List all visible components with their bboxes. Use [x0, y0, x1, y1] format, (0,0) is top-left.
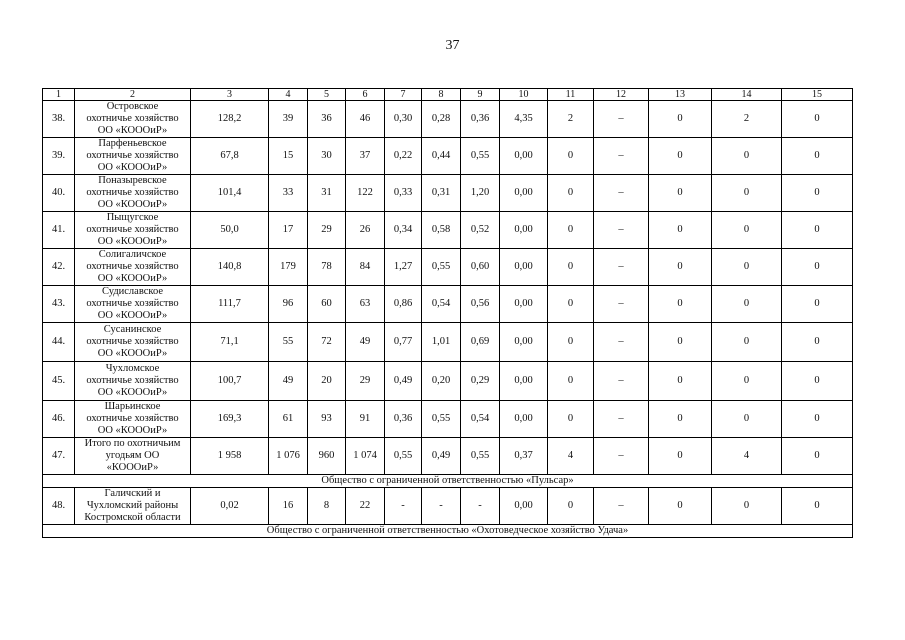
table-body [43, 89, 853, 538]
cell-col-5: 29 [308, 212, 346, 249]
cell-col-4: 16 [269, 488, 308, 525]
cell-col-5: 8 [308, 488, 346, 525]
column-header-2: 2 [75, 89, 191, 101]
row-number: 47. [43, 438, 75, 475]
cell-col-10: 0,00 [500, 362, 548, 401]
cell-col-4: 179 [269, 249, 308, 286]
cell-col-6: 29 [346, 362, 385, 401]
table-row [43, 249, 853, 286]
row-name: Пыщугское охотничье хозяйство ОО «КОООиР» [75, 212, 191, 249]
cell-col-8: 0,31 [422, 175, 461, 212]
cell-col-14: 0 [712, 249, 782, 286]
cell-col-3: 1 958 [191, 438, 269, 475]
cell-col-13: 0 [649, 323, 712, 362]
cell-col-15: 0 [782, 323, 853, 362]
cell-col-5: 960 [308, 438, 346, 475]
cell-col-4: 49 [269, 362, 308, 401]
cell-col-14: 0 [712, 286, 782, 323]
cell-col-5: 30 [308, 138, 346, 175]
cell-col-12: – [594, 138, 649, 175]
cell-col-11: 0 [548, 323, 594, 362]
row-number: 38. [43, 101, 75, 138]
cell-col-15: 0 [782, 401, 853, 438]
cell-col-6: 84 [346, 249, 385, 286]
cell-col-11: 2 [548, 101, 594, 138]
cell-col-8: 0,55 [422, 249, 461, 286]
cell-col-10: 0,00 [500, 212, 548, 249]
cell-col-11: 0 [548, 286, 594, 323]
cell-col-10: 0,37 [500, 438, 548, 475]
row-number: 48. [43, 488, 75, 525]
table-row [43, 438, 853, 475]
cell-col-3: 67,8 [191, 138, 269, 175]
row-name: Шарьинское охотничье хозяйство ОО «КОООиР» [75, 401, 191, 438]
cell-col-10: 0,00 [500, 249, 548, 286]
cell-col-13: 0 [649, 362, 712, 401]
section-row [43, 525, 853, 538]
cell-col-13: 0 [649, 438, 712, 475]
column-header-14: 14 [712, 89, 782, 101]
column-header-1: 1 [43, 89, 75, 101]
cell-col-3: 0,02 [191, 488, 269, 525]
cell-col-9: 1,20 [461, 175, 500, 212]
cell-col-11: 0 [548, 488, 594, 525]
cell-col-12: – [594, 362, 649, 401]
column-header-15: 15 [782, 89, 853, 101]
cell-col-14: 0 [712, 175, 782, 212]
cell-col-14: 0 [712, 401, 782, 438]
cell-col-8: 0,58 [422, 212, 461, 249]
cell-col-5: 72 [308, 323, 346, 362]
cell-col-4: 96 [269, 286, 308, 323]
cell-col-11: 0 [548, 249, 594, 286]
column-header-4: 4 [269, 89, 308, 101]
row-number: 41. [43, 212, 75, 249]
row-name: Итого по охотничьим угодьям ОО «КОООиР» [75, 438, 191, 475]
cell-col-10: 0,00 [500, 138, 548, 175]
cell-col-14: 0 [712, 138, 782, 175]
section-row [43, 475, 853, 488]
cell-col-10: 0,00 [500, 401, 548, 438]
cell-col-11: 0 [548, 175, 594, 212]
cell-col-12: – [594, 323, 649, 362]
cell-col-7: 0,49 [385, 362, 422, 401]
cell-col-8: 0,54 [422, 286, 461, 323]
cell-col-11: 0 [548, 138, 594, 175]
cell-col-4: 33 [269, 175, 308, 212]
cell-col-10: 4,35 [500, 101, 548, 138]
cell-col-15: 0 [782, 286, 853, 323]
cell-col-11: 4 [548, 438, 594, 475]
cell-col-12: – [594, 249, 649, 286]
cell-col-9: 0,55 [461, 138, 500, 175]
cell-col-4: 55 [269, 323, 308, 362]
cell-col-11: 0 [548, 212, 594, 249]
cell-col-8: 0,20 [422, 362, 461, 401]
row-number: 39. [43, 138, 75, 175]
hunting-data-table [42, 88, 853, 538]
table-row [43, 212, 853, 249]
column-header-6: 6 [346, 89, 385, 101]
page-number: 37 [445, 38, 460, 53]
table-row [43, 101, 853, 138]
cell-col-8: 0,44 [422, 138, 461, 175]
cell-col-12: – [594, 438, 649, 475]
cell-col-13: 0 [649, 249, 712, 286]
cell-col-12: – [594, 286, 649, 323]
cell-col-5: 36 [308, 101, 346, 138]
row-name: Парфеньевское охотничье хозяйство ОО «КОООиР» [75, 138, 191, 175]
header-row [43, 89, 853, 101]
cell-col-7: 0,36 [385, 401, 422, 438]
row-name: Поназыревское охотничье хозяйство ОО «КОООиР» [75, 175, 191, 212]
cell-col-13: 0 [649, 101, 712, 138]
cell-col-3: 140,8 [191, 249, 269, 286]
row-name: Судиславское охотничье хозяйство ОО «КОООиР» [75, 286, 191, 323]
cell-col-9: 0,60 [461, 249, 500, 286]
cell-col-14: 0 [712, 488, 782, 525]
cell-col-14: 2 [712, 101, 782, 138]
cell-col-12: – [594, 175, 649, 212]
cell-col-7: - [385, 488, 422, 525]
cell-col-10: 0,00 [500, 323, 548, 362]
table-row [43, 138, 853, 175]
cell-col-6: 46 [346, 101, 385, 138]
cell-col-12: – [594, 488, 649, 525]
cell-col-3: 111,7 [191, 286, 269, 323]
cell-col-15: 0 [782, 438, 853, 475]
cell-col-11: 0 [548, 401, 594, 438]
column-header-9: 9 [461, 89, 500, 101]
cell-col-5: 31 [308, 175, 346, 212]
cell-col-6: 49 [346, 323, 385, 362]
cell-col-4: 39 [269, 101, 308, 138]
cell-col-14: 0 [712, 323, 782, 362]
cell-col-9: 0,54 [461, 401, 500, 438]
cell-col-9: - [461, 488, 500, 525]
cell-col-13: 0 [649, 175, 712, 212]
cell-col-13: 0 [649, 401, 712, 438]
cell-col-8: - [422, 488, 461, 525]
cell-col-13: 0 [649, 138, 712, 175]
cell-col-8: 0,28 [422, 101, 461, 138]
cell-col-10: 0,00 [500, 286, 548, 323]
column-header-12: 12 [594, 89, 649, 101]
column-header-5: 5 [308, 89, 346, 101]
cell-col-6: 22 [346, 488, 385, 525]
cell-col-12: – [594, 212, 649, 249]
cell-col-5: 20 [308, 362, 346, 401]
cell-col-10: 0,00 [500, 175, 548, 212]
cell-col-4: 17 [269, 212, 308, 249]
cell-col-6: 63 [346, 286, 385, 323]
cell-col-5: 60 [308, 286, 346, 323]
row-name: Галичский и Чухломский районы Костромской области [75, 488, 191, 525]
cell-col-3: 50,0 [191, 212, 269, 249]
cell-col-6: 26 [346, 212, 385, 249]
column-header-13: 13 [649, 89, 712, 101]
cell-col-3: 71,1 [191, 323, 269, 362]
cell-col-5: 93 [308, 401, 346, 438]
cell-col-3: 100,7 [191, 362, 269, 401]
cell-col-9: 0,55 [461, 438, 500, 475]
cell-col-7: 0,86 [385, 286, 422, 323]
cell-col-8: 1,01 [422, 323, 461, 362]
row-name: Солигаличское охотничье хозяйство ОО «КОООиР» [75, 249, 191, 286]
cell-col-15: 0 [782, 175, 853, 212]
cell-col-3: 128,2 [191, 101, 269, 138]
cell-col-15: 0 [782, 362, 853, 401]
cell-col-6: 91 [346, 401, 385, 438]
column-header-7: 7 [385, 89, 422, 101]
cell-col-12: – [594, 401, 649, 438]
row-number: 45. [43, 362, 75, 401]
table-row [43, 362, 853, 401]
row-name: Островское охотничье хозяйство ОО «КОООиР» [75, 101, 191, 138]
cell-col-13: 0 [649, 286, 712, 323]
section-title-pulsar: Общество с ограниченной ответственностью «Пульсар» [43, 475, 853, 488]
cell-col-15: 0 [782, 101, 853, 138]
cell-col-7: 0,30 [385, 101, 422, 138]
row-number: 46. [43, 401, 75, 438]
row-name: Чухломское охотничье хозяйство ОО «КОООиР» [75, 362, 191, 401]
cell-col-15: 0 [782, 249, 853, 286]
cell-col-13: 0 [649, 212, 712, 249]
cell-col-3: 101,4 [191, 175, 269, 212]
row-number: 42. [43, 249, 75, 286]
cell-col-13: 0 [649, 488, 712, 525]
cell-col-12: – [594, 101, 649, 138]
table-row [43, 323, 853, 362]
table-row [43, 175, 853, 212]
cell-col-15: 0 [782, 488, 853, 525]
column-header-10: 10 [500, 89, 548, 101]
cell-col-7: 0,34 [385, 212, 422, 249]
cell-col-7: 0,22 [385, 138, 422, 175]
row-number: 40. [43, 175, 75, 212]
cell-col-9: 0,52 [461, 212, 500, 249]
cell-col-4: 1 076 [269, 438, 308, 475]
table-row [43, 401, 853, 438]
row-number: 44. [43, 323, 75, 362]
cell-col-4: 15 [269, 138, 308, 175]
cell-col-6: 37 [346, 138, 385, 175]
cell-col-9: 0,69 [461, 323, 500, 362]
cell-col-8: 0,55 [422, 401, 461, 438]
table-row [43, 286, 853, 323]
cell-col-10: 0,00 [500, 488, 548, 525]
column-header-8: 8 [422, 89, 461, 101]
cell-col-11: 0 [548, 362, 594, 401]
cell-col-4: 61 [269, 401, 308, 438]
column-header-11: 11 [548, 89, 594, 101]
cell-col-15: 0 [782, 212, 853, 249]
section-title-udacha: Общество с ограниченной ответственностью «Охотоведческое хозяйство Удача» [43, 525, 853, 538]
column-header-3: 3 [191, 89, 269, 101]
cell-col-7: 0,33 [385, 175, 422, 212]
table-row [43, 488, 853, 525]
cell-col-14: 0 [712, 362, 782, 401]
cell-col-8: 0,49 [422, 438, 461, 475]
cell-col-7: 0,77 [385, 323, 422, 362]
cell-col-14: 4 [712, 438, 782, 475]
cell-col-9: 0,56 [461, 286, 500, 323]
cell-col-7: 1,27 [385, 249, 422, 286]
cell-col-14: 0 [712, 212, 782, 249]
cell-col-9: 0,29 [461, 362, 500, 401]
cell-col-3: 169,3 [191, 401, 269, 438]
row-number: 43. [43, 286, 75, 323]
cell-col-9: 0,36 [461, 101, 500, 138]
cell-col-6: 122 [346, 175, 385, 212]
row-name: Сусанинское охотничье хозяйство ОО «КОООиР» [75, 323, 191, 362]
cell-col-6: 1 074 [346, 438, 385, 475]
cell-col-5: 78 [308, 249, 346, 286]
cell-col-7: 0,55 [385, 438, 422, 475]
cell-col-15: 0 [782, 138, 853, 175]
